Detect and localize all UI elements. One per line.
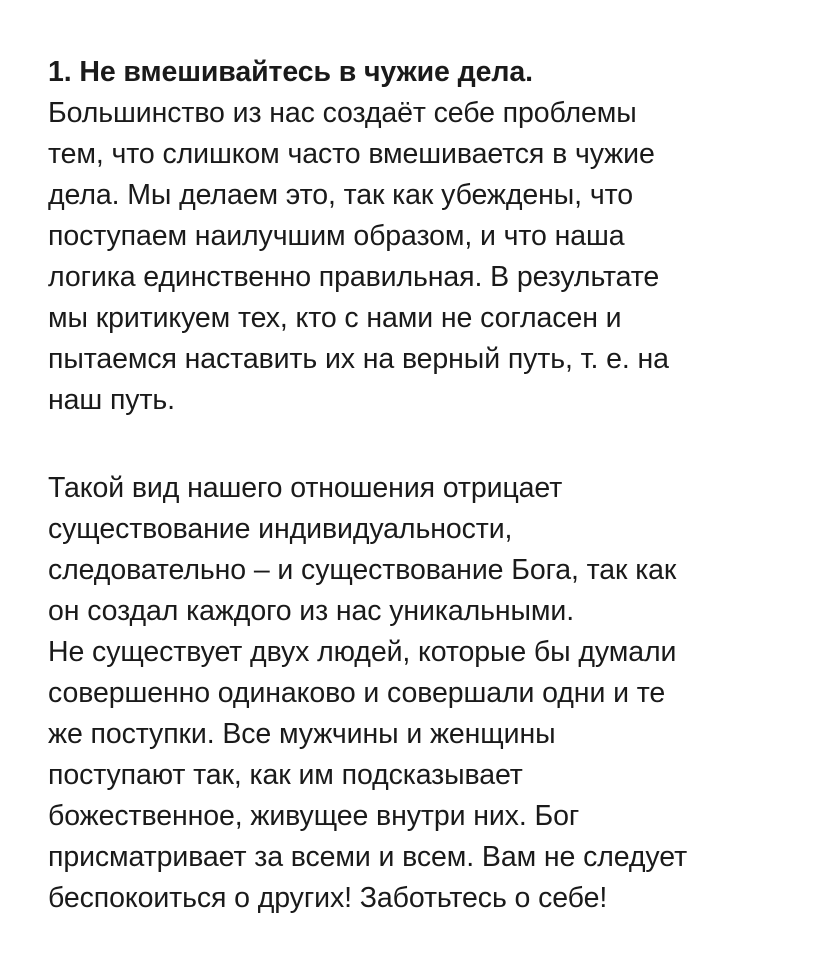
text-line: Большинство из нас создаёт себе проблемы <box>48 97 637 129</box>
heading: 1. Не вмешивайтесь в чужие дела. <box>48 56 533 88</box>
text-line: поступаем наилучшим образом, и что наша <box>48 220 625 252</box>
text-line: существование индивидуальности, <box>48 513 513 545</box>
paragraph-gap <box>48 421 687 468</box>
document-body <box>48 52 687 919</box>
text-line: мы критикуем тех, кто с нами не согласен и <box>48 302 622 334</box>
text-line: присматривает за всеми и всем. Вам не следует <box>48 841 688 873</box>
text-line: дела. Мы делаем это, так как убеждены, что <box>48 179 633 211</box>
text-line: поступают так, как им подсказывает <box>48 759 523 791</box>
text-line: он создал каждого из нас уникальными. <box>48 595 575 627</box>
text-line: тем, что слишком часто вмешивается в чужие <box>48 138 655 170</box>
text-line: совершенно одинаково и совершали одни и те <box>48 677 666 709</box>
text-line: же поступки. Все мужчины и женщины <box>48 718 556 750</box>
text-line: пытаемся наставить их на верный путь, т. е. на <box>48 343 669 375</box>
text-line: беспокоиться о других! Заботьтесь о себе! <box>48 882 608 914</box>
paragraph-1 <box>48 93 687 421</box>
text-line: наш путь. <box>48 384 175 416</box>
paragraph-2 <box>48 468 687 919</box>
text-line: Не существует двух людей, которые бы думали <box>48 636 677 668</box>
text-line: Такой вид нашего отношения отрицает <box>48 472 563 504</box>
text-line: божественное, живущее внутри них. Бог <box>48 800 580 832</box>
text-line: следовательно – и существование Бога, так как <box>48 554 677 586</box>
text-line: логика единственно правильная. В результате <box>48 261 660 293</box>
